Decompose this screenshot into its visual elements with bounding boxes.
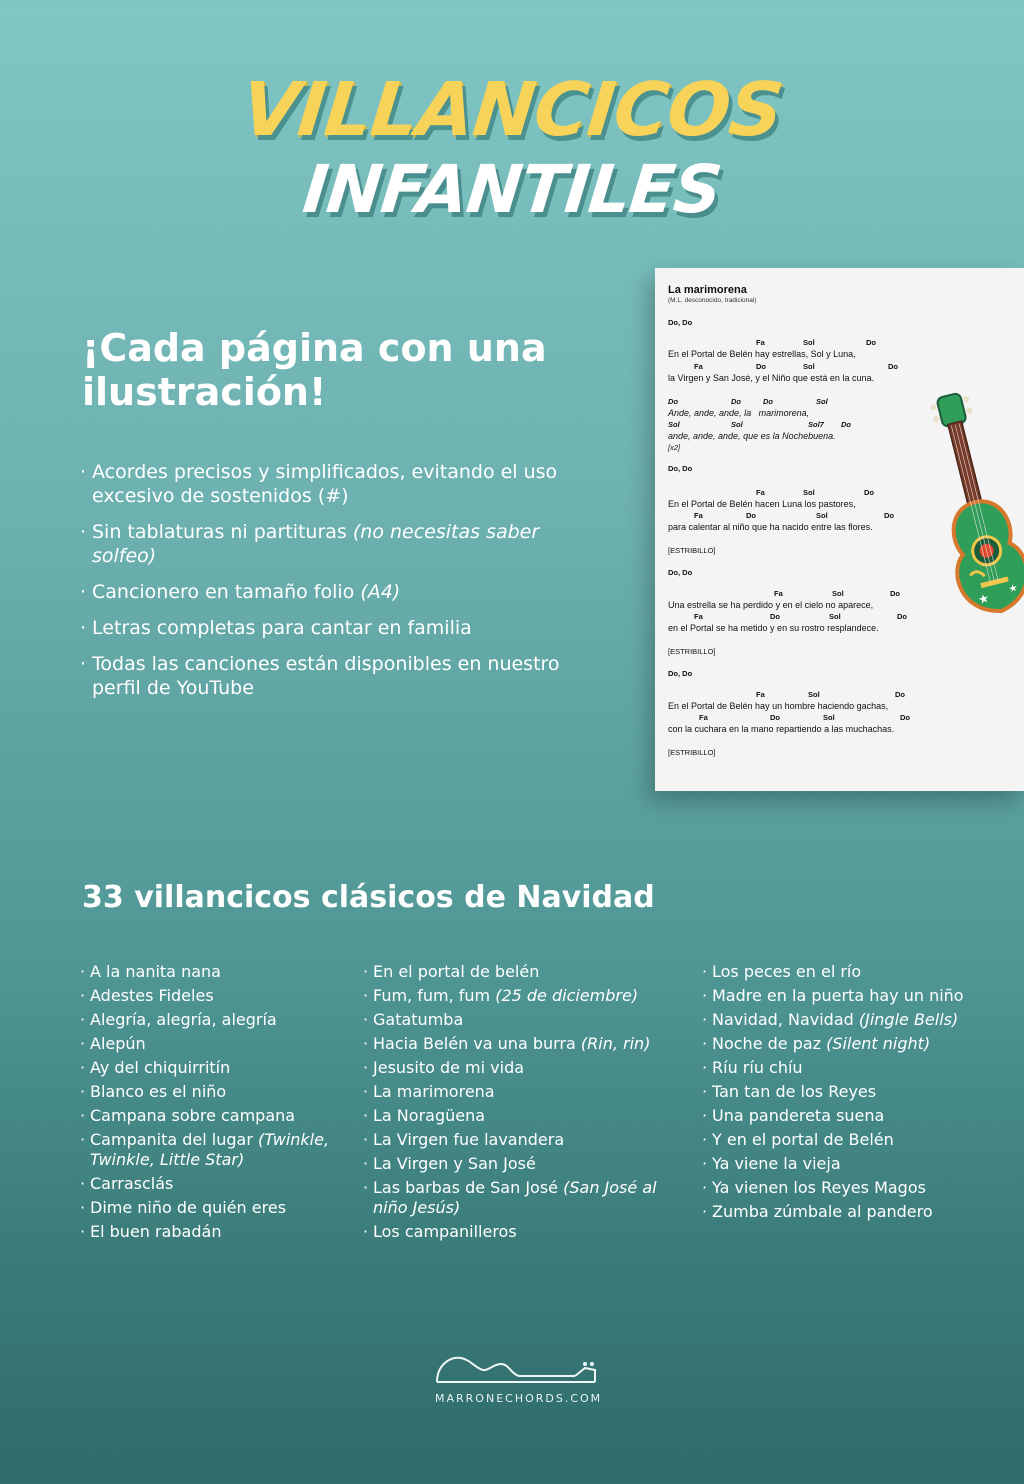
sheet-subtitle: (M.L. desconocido, tradicional) [668,297,757,304]
sheet-chord-intro: Do, Do [668,669,693,678]
sheet-lyric-line: para calentar al niño que ha nacido entre las flores. [668,522,873,532]
sheet-chord: Sol [816,397,828,406]
song-item [702,1058,1012,1078]
bullet: · [363,1130,369,1149]
sheet-chord: Sol [829,612,841,621]
sheet-chord: Do [756,362,766,371]
song-item [702,1034,1012,1054]
sheet-chord: Do [888,362,898,371]
bullet: · [702,1178,708,1197]
song-item [702,1082,1012,1102]
bullet: · [702,1106,708,1125]
song-title: Jesusito de mi vida [373,1058,525,1077]
guitar-logo-icon [435,1352,600,1386]
bullet: · [80,521,87,543]
sheet-chord: Fa [774,589,783,598]
song-title: Carrasclás [90,1174,174,1193]
bullet: · [80,1034,86,1053]
feature-item [80,652,570,700]
song-title: Blanco es el niño [90,1082,227,1101]
song-item [702,986,1012,1006]
song-item [363,986,673,1006]
song-title: A la nanita nana [90,962,221,981]
song-column-3 [702,962,1012,1226]
song-item [363,1178,673,1218]
song-item [363,1130,673,1150]
song-title: Navidad, Navidad [712,1010,859,1029]
feature-text: Letras completas para cantar en familia [92,617,472,639]
bullet: · [80,1082,86,1101]
bullet: · [363,986,369,1005]
sheet-chord: Do [746,511,756,520]
sheet-lyric-line: En el Portal de Belén hay estrellas, Sol y Luna, [668,349,856,359]
song-item [363,1010,673,1030]
sheet-chord: Do [731,397,741,406]
feature-note: (A4) [360,581,401,603]
song-title: Hacia Belén va una burra [373,1034,581,1053]
sheet-chord: Do [668,397,678,406]
sheet-chord: Do [900,713,910,722]
sheet-chord: Fa [756,690,765,699]
song-title: Las barbas de San José [373,1178,564,1197]
ukulele-illustration [927,392,1024,628]
bullet: · [363,1154,369,1173]
song-item [702,1202,1012,1222]
song-title: La marimorena [373,1082,495,1101]
song-title: Dime niño de quién eres [90,1198,287,1217]
sheet-chord: Do [866,338,876,347]
bullet: · [363,1058,369,1077]
brand-logo [435,1352,603,1405]
feature-item [80,520,570,568]
sheet-chord: Fa [756,338,765,347]
sheet-chord: Do [770,713,780,722]
feature-item [80,580,570,604]
bullet: · [80,1106,86,1125]
song-title: Los peces en el río [712,962,862,981]
song-title: Campana sobre campana [90,1106,296,1125]
sheet-lyric-line: la Virgen y San José, y el Niño que está en la cuna. [668,373,874,383]
song-item [702,962,1012,982]
song-title: Ríu ríu chíu [712,1058,803,1077]
title-line-1: VILLANCICOS [237,67,787,153]
song-title: Alepún [90,1034,146,1053]
feature-text: Cancionero en tamaño folio [92,581,361,603]
bullet: · [363,1178,369,1197]
bullet: · [80,617,87,639]
svg-text:★: ★ [1007,582,1019,596]
sheet-lyric-line: [ESTRIBILLO] [668,546,716,555]
song-item [702,1178,1012,1198]
song-title: Campanita del lugar [90,1130,259,1149]
sheet-title: La marimorena [668,284,747,296]
title [0,67,1024,228]
feature-text: Todas las canciones están disponibles en nuestro perfil de YouTube [92,653,560,699]
sheet-chord: Do [895,690,905,699]
song-item [80,1130,390,1170]
song-alt-title: (San José al niño Jesús) [373,1178,657,1217]
bullet: · [702,986,708,1005]
song-item [80,1082,390,1102]
sheet-chord: Fa [694,511,703,520]
song-title: El buen rabadán [90,1222,222,1241]
sheet-chord: Sol [803,362,815,371]
sheet-chord: Fa [694,612,703,621]
song-item [80,1034,390,1054]
bullet: · [363,1010,369,1029]
song-item [363,1222,673,1242]
bullet: · [80,1174,86,1193]
sheet-chord: Do [890,589,900,598]
title-line-2: INFANTILES [299,151,725,228]
sheet-chord-intro: Do, Do [668,464,693,473]
logo-text: MARRONECHORDS.COM [435,1392,603,1405]
bullet: · [363,1222,369,1241]
song-column-2 [363,962,673,1246]
bullet: · [702,962,708,981]
song-title: Madre en la puerta hay un niño [712,986,964,1005]
sheet-lyric-line: ande, ande, ande, que es la Nochebuena. [668,431,836,441]
sheet-lyric-line: En el Portal de Belén hacen Luna los pastores, [668,499,856,509]
song-item [80,986,390,1006]
song-alt-title: (Rin, rin) [580,1034,651,1053]
song-item [80,1174,390,1194]
song-title: Gatatumba [373,1010,464,1029]
song-title: Fum, fum, fum [373,986,496,1005]
song-title: Una pandereta suena [712,1106,885,1125]
song-title: Ay del chiquirritín [90,1058,231,1077]
song-column-1 [80,962,390,1246]
sheet-chord: Sol [808,690,820,699]
sheet-chord: Fa [694,362,703,371]
song-alt-title: (Silent night) [826,1034,931,1053]
svg-text:★: ★ [976,590,991,608]
bullet: · [80,962,86,981]
bullet: · [363,1034,369,1053]
feature-item [80,460,570,508]
bullet: · [363,1106,369,1125]
bullet: · [80,581,87,603]
bullet: · [363,1082,369,1101]
song-item [363,962,673,982]
bullet: · [702,1034,708,1053]
sheet-chord: Do [897,612,907,621]
song-title: La Virgen y San José [373,1154,536,1173]
bullet: · [80,653,87,675]
bullet: · [363,962,369,981]
sheet-chord: Sol [816,511,828,520]
song-alt-title: (25 de diciembre) [495,986,639,1005]
feature-text: Acordes precisos y simplificados, evitando el uso excesivo de sostenidos (#) [92,461,558,507]
song-item [702,1106,1012,1126]
section-title: 33 villancicos clásicos de Navidad [82,880,655,915]
song-title: Los campanilleros [373,1222,517,1241]
bullet: · [80,1222,86,1241]
sheet-chord: Sol [668,420,680,429]
songbook-page-preview [655,268,1024,791]
song-item [80,962,390,982]
song-item [702,1010,1012,1030]
sheet-chord: Do [864,488,874,497]
bullet: · [80,1010,86,1029]
sheet-lyric-line: [ESTRIBILLO] [668,748,716,757]
bullet: · [702,1058,708,1077]
song-title: Ya viene la vieja [712,1154,841,1173]
feature-list [80,460,570,712]
sheet-chord: Sol [823,713,835,722]
song-title: En el portal de belén [373,962,540,981]
bullet: · [702,1130,708,1149]
song-item [363,1034,673,1054]
bullet: · [702,1154,708,1173]
song-item [80,1222,390,1242]
bullet: · [702,1082,708,1101]
bullet: · [80,1130,86,1149]
headline: ¡Cada página con una ilustración! [82,326,547,414]
song-item [80,1010,390,1030]
song-item [702,1154,1012,1174]
song-item [80,1106,390,1126]
sheet-chord-intro: Do, Do [668,568,693,577]
bullet: · [702,1010,708,1029]
song-item [363,1154,673,1174]
song-item [80,1198,390,1218]
song-item [80,1058,390,1078]
sheet-chord: Sol [731,420,743,429]
sheet-lyric-line: [x2] [668,443,681,452]
sheet-chord: Fa [756,488,765,497]
song-title: Alegría, alegría, alegría [90,1010,277,1029]
song-title: Adestes Fideles [90,986,214,1005]
sheet-lyric-line: en el Portal se ha metido y en su rostro resplandece. [668,623,879,633]
sheet-lyric-line: Una estrella se ha perdido y en el cielo no aparece, [668,600,874,610]
sheet-chord: Fa [699,713,708,722]
bullet: · [80,1198,86,1217]
feature-text: Sin tablaturas ni partituras [92,521,353,543]
song-title: La Noragüena [373,1106,486,1125]
bullet: · [80,461,87,483]
song-title: Tan tan de los Reyes [712,1082,877,1101]
song-alt-title: (Jingle Bells) [858,1010,959,1029]
sheet-chord: Sol [803,338,815,347]
sheet-chord: Do [770,612,780,621]
sheet-chord: Sol [832,589,844,598]
sheet-chord: Do [884,511,894,520]
song-item [702,1130,1012,1150]
song-item [363,1106,673,1126]
sheet-chord: Do [763,397,773,406]
song-item [363,1082,673,1102]
sheet-chord: Sol7 [808,420,824,429]
song-title: Ya vienen los Reyes Magos [712,1178,926,1197]
sheet-lyric-line: Ande, ande, ande, la marimorena, [668,408,810,418]
song-title: Noche de paz [712,1034,827,1053]
song-title: Y en el portal de Belén [712,1130,894,1149]
bullet: · [702,1202,708,1221]
song-title: Zumba zúmbale al pandero [712,1202,933,1221]
sheet-chord: Sol [803,488,815,497]
song-title: La Virgen fue lavandera [373,1130,565,1149]
bullet: · [80,986,86,1005]
sheet-lyric-line: [ESTRIBILLO] [668,647,716,656]
sheet-chord: Do [841,420,851,429]
feature-note: (no necesitas saber solfeo) [92,521,540,567]
bullet: · [80,1058,86,1077]
song-alt-title: (Twinkle, Twinkle, Little Star) [90,1130,330,1169]
sheet-lyric-line: En el Portal de Belén hay un hombre haciendo gachas, [668,701,889,711]
sheet-lyric-line: con la cuchara en la mano repartiendo a las muchachas. [668,724,895,734]
sheet-chord-intro: Do, Do [668,318,693,327]
feature-item [80,616,570,640]
song-item [363,1058,673,1078]
